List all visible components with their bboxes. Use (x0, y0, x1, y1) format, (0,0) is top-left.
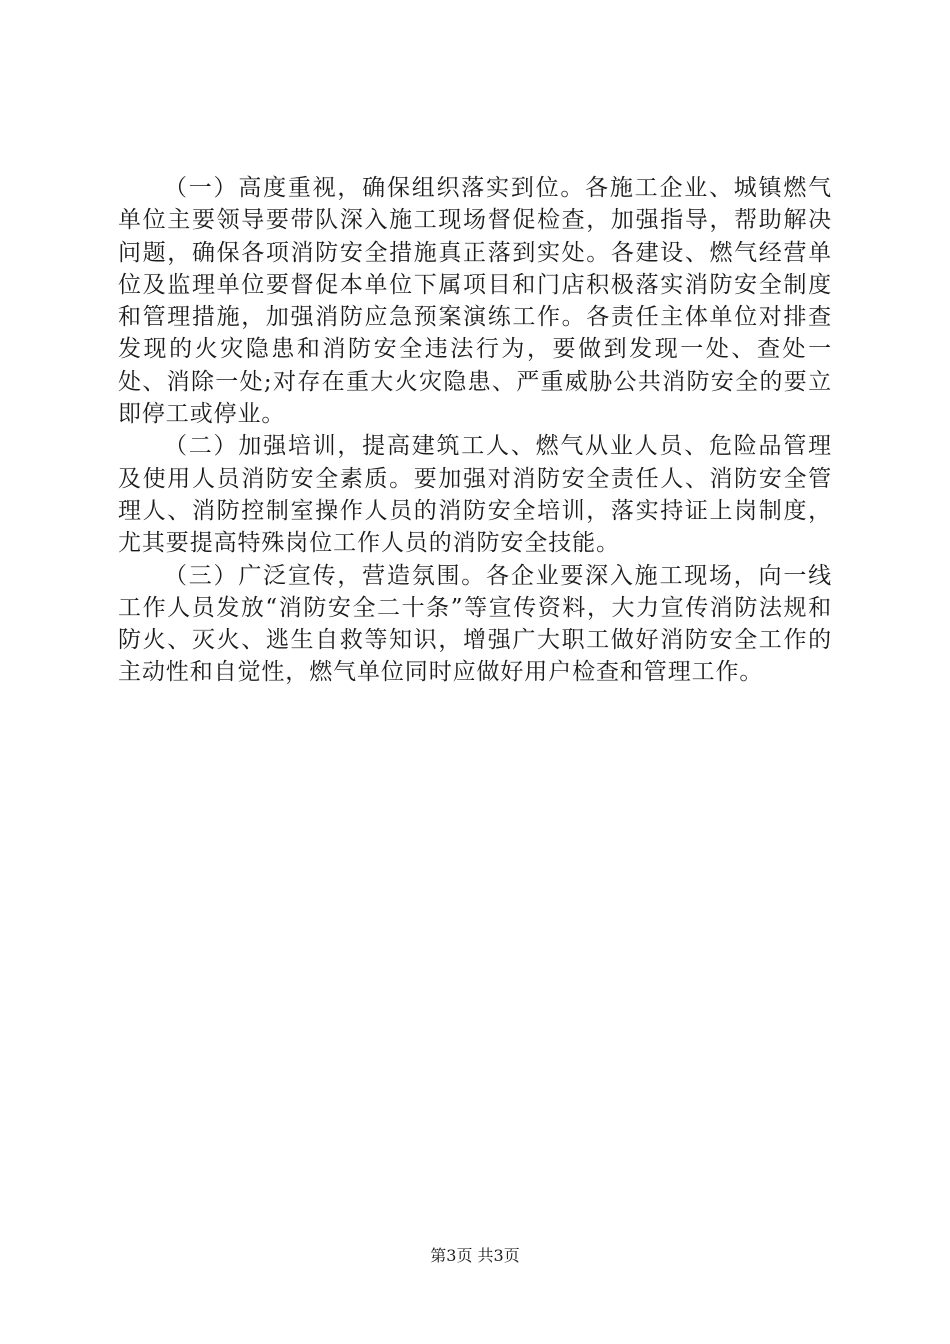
paragraph-3: （三）广泛宣传，营造氛围。各企业要深入施工现场，向一线工作人员发放“消防安全二十条”等宣传资料，大力宣传消防法规和防火、灭火、逃生自救等知识，增强广大职工做好消防安全工作的主动性和自觉性，燃气单位同时应做好用户检查和管理工作。 (118, 562, 832, 686)
paragraph-2: （二）加强培训，提高建筑工人、燃气从业人员、危险品管理及使用人员消防安全素质。要加强对消防安全责任人、消防安全管理人、消防控制室操作人员的消防安全培训，落实持证上岗制度，尤其要提高特殊岗位工作人员的消防安全技能。 (118, 433, 832, 557)
page-number-footer: 第3页 共3页 (430, 1246, 520, 1265)
document-body (118, 172, 832, 689)
paragraph-1: （一）高度重视，确保组织落实到位。各施工企业、城镇燃气单位主要领导要带队深入施工现场督促检查，加强指导，帮助解决问题，确保各项消防安全措施真正落到实处。各建设、燃气经营单位及监理单位要督促本单位下属项目和门店积极落实消防安全制度和管理措施，加强消防应急预案演练工作。各责任主体单位对排查发现的火灾隐患和消防安全违法行为，要做到发现一处、查处一处、消除一处;对存在重大火灾隐患、严重威胁公共消防安全的要立即停工或停业。 (118, 175, 832, 428)
